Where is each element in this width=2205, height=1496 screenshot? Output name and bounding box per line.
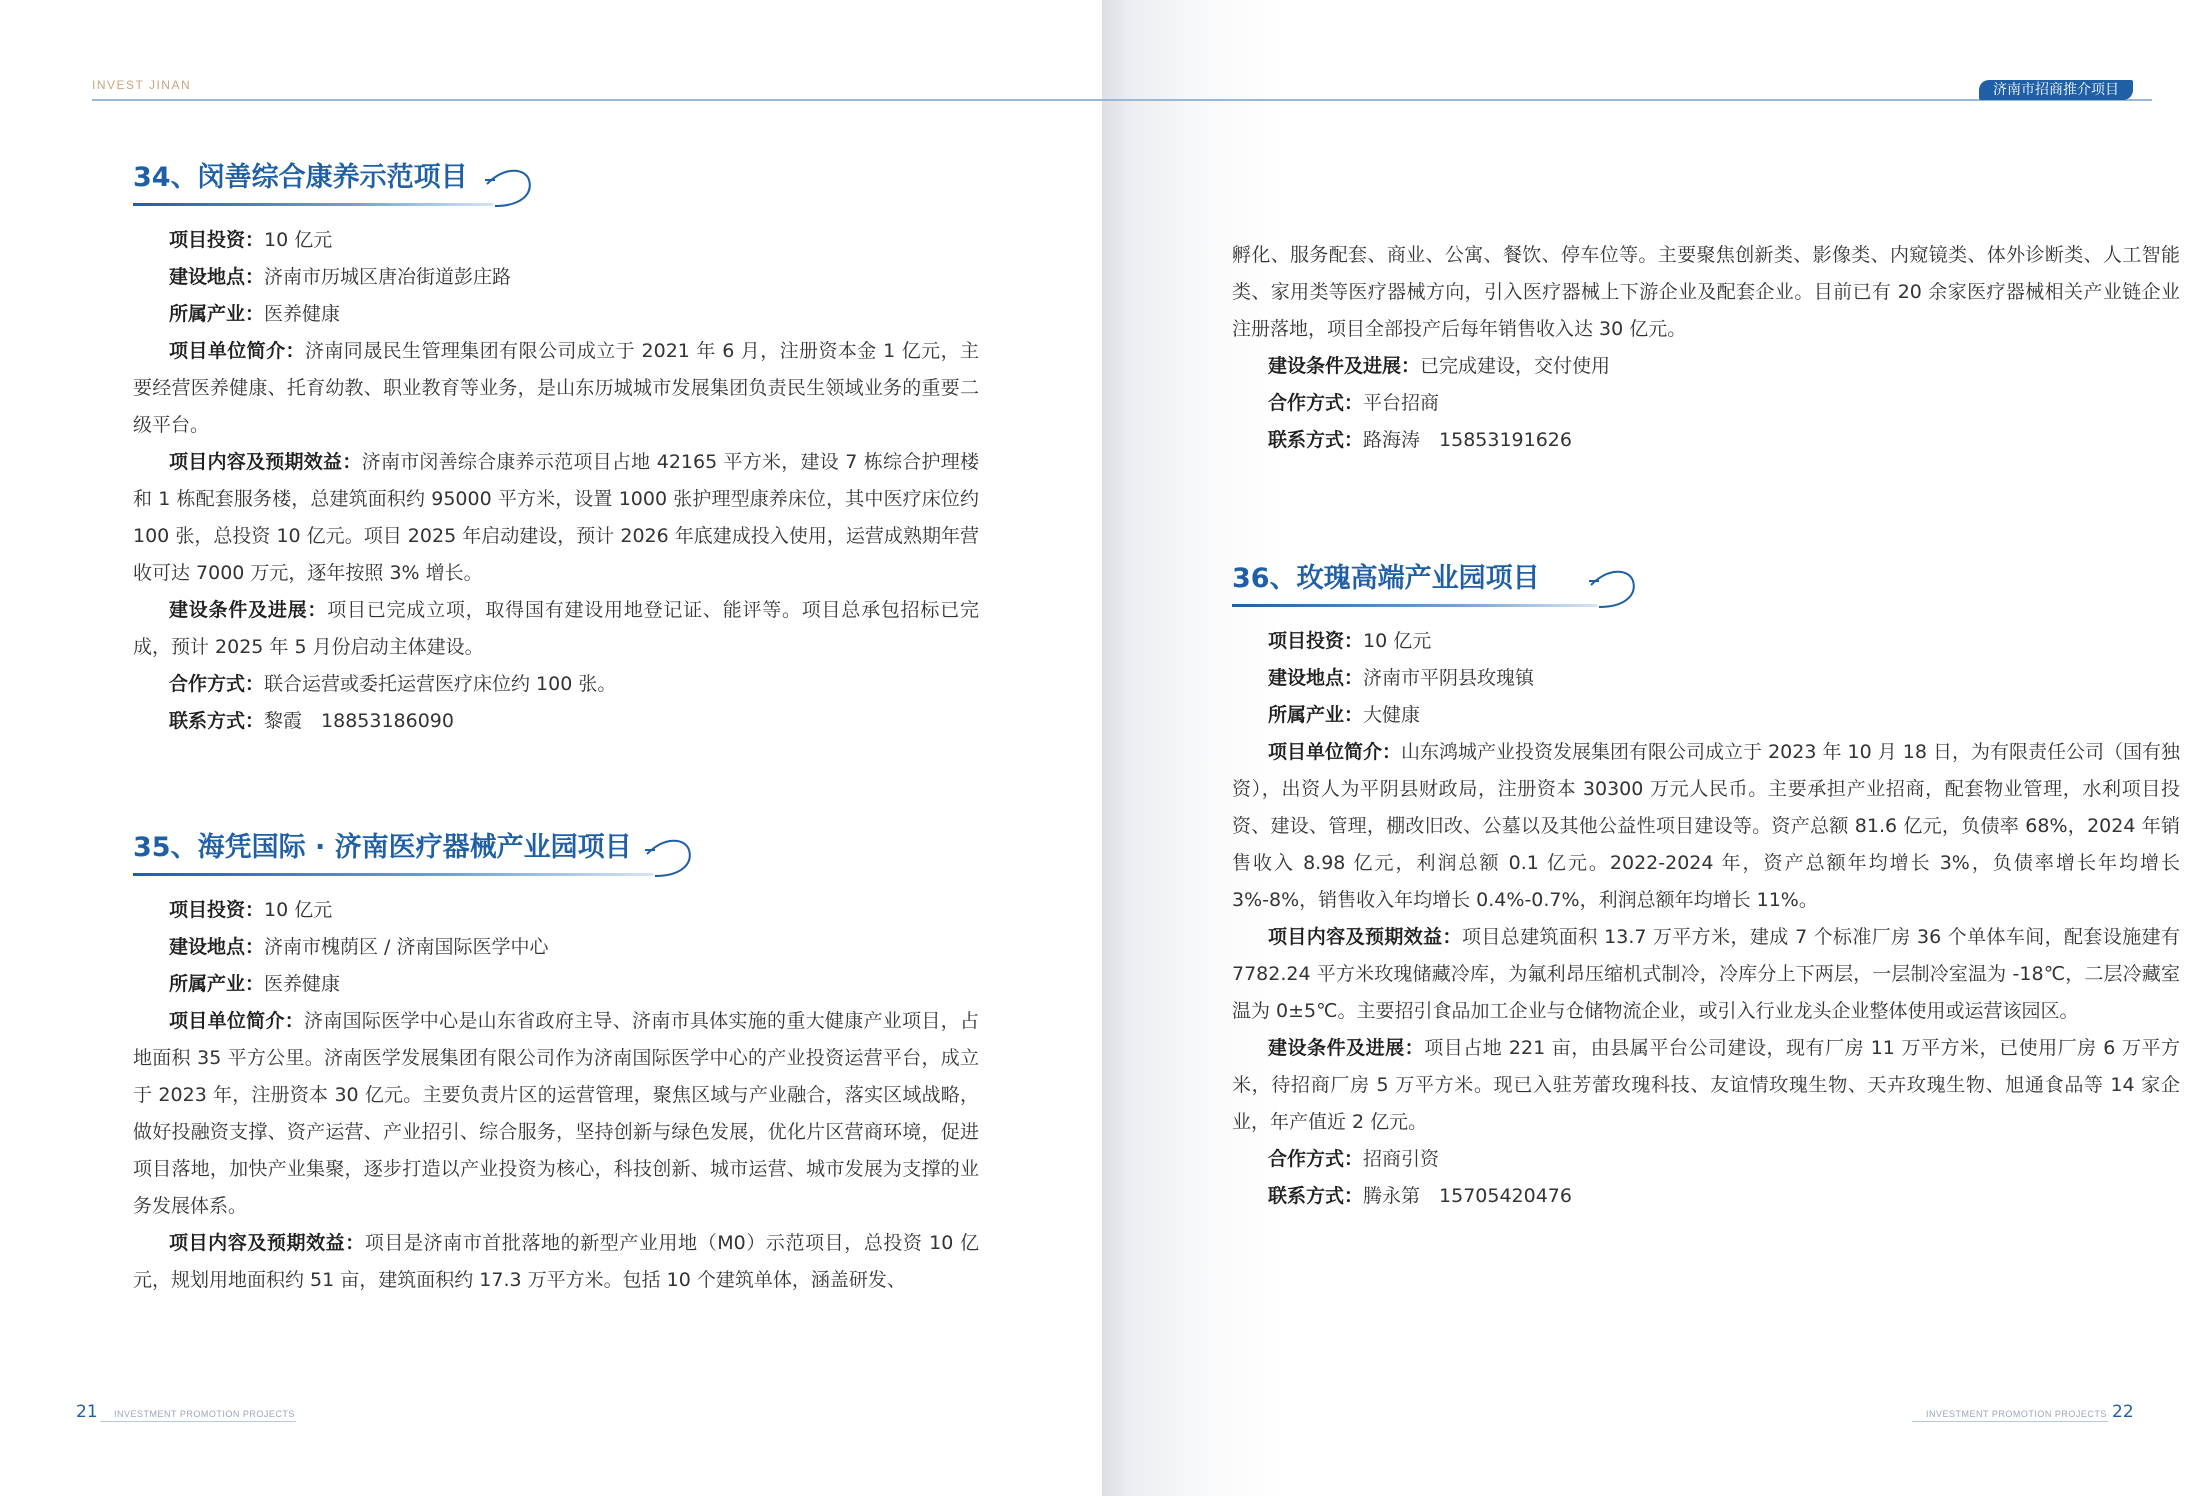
field-label: 项目内容及预期效益： xyxy=(1268,926,1462,948)
field-label: 项目内容及预期效益： xyxy=(169,451,362,473)
field-value: 医养健康 xyxy=(264,303,341,325)
field-contact xyxy=(1232,1178,2180,1215)
field-cooperation xyxy=(1232,385,2180,422)
field-value: 10 亿元 xyxy=(264,899,333,921)
content-continued: 孵化、服务配套、商业、公寓、餐饮、停车位等。主要聚焦创新类、影像类、内窥镜类、体外诊断类、人工智能类、家用类等医疗器械方向，引入医疗器械上下游企业及配套企业。目前已有 20 余家医疗器械相关产业链企业注册落地，项目全部投产后每年销售收入达 30 亿元。 xyxy=(1232,244,2180,340)
field-location xyxy=(133,259,979,296)
field-value: 平台招商 xyxy=(1363,392,1440,414)
project-fields xyxy=(133,892,979,1299)
left-page xyxy=(0,0,1102,1496)
field-conditions xyxy=(133,592,979,666)
field-label: 所属产业： xyxy=(1268,704,1364,726)
title-curve-ornament xyxy=(485,162,535,208)
field-value: 项目总建筑面积 13.7 万平方米，建成 7 个标准厂房 36 个单体车间，配套设施建有 7782.24 平方米玫瑰储藏冷库，为氟利昂压缩机式制冷，冷库分上下两层，一层制冷室温为 -18℃，二层冷藏室温为 0±5℃。主要招引食品加工企业与仓储物流企业，或引入行业龙头企业整体使用或运营该园区。 xyxy=(1232,926,2180,1022)
section-title-row xyxy=(133,160,979,204)
field-label: 项目投资： xyxy=(1268,630,1364,652)
field-label: 建设地点： xyxy=(169,936,265,958)
field-label: 合作方式： xyxy=(1268,1148,1364,1170)
field-label: 合作方式： xyxy=(1268,392,1364,414)
field-investment xyxy=(133,892,979,929)
title-curve-ornament xyxy=(1589,563,1639,609)
field-label: 项目单位简介： xyxy=(169,1010,305,1032)
field-value: 济南市平阴县玫瑰镇 xyxy=(1363,667,1535,689)
field-unit-intro xyxy=(133,1003,979,1225)
field-label: 项目单位简介： xyxy=(169,340,305,362)
field-label: 联系方式： xyxy=(1268,429,1364,451)
field-label: 项目投资： xyxy=(169,899,265,921)
title-underline xyxy=(133,873,653,876)
field-value: 10 亿元 xyxy=(1363,630,1432,652)
field-value: 腾永第 15705420476 xyxy=(1363,1185,1572,1207)
project-35-continued xyxy=(1232,237,2180,459)
footer-rule-left xyxy=(100,1421,296,1422)
field-label: 项目内容及预期效益： xyxy=(169,1232,365,1254)
project-fields xyxy=(1232,623,2180,1215)
field-label: 所属产业： xyxy=(169,973,265,995)
field-conditions xyxy=(1232,348,2180,385)
brand-label: INVEST JINAN xyxy=(92,78,192,92)
field-label: 建设条件及进展： xyxy=(1268,355,1421,377)
field-value: 联合运营或委托运营医疗床位约 100 张。 xyxy=(264,673,617,695)
field-investment xyxy=(1232,623,2180,660)
footer-caption-right: INVESTMENT PROMOTION PROJECTS xyxy=(1926,1409,2107,1419)
field-label: 所属产业： xyxy=(169,303,265,325)
field-label: 建设地点： xyxy=(169,266,265,288)
page-number-right: 22 xyxy=(2112,1402,2134,1422)
field-unit-intro xyxy=(1232,734,2180,919)
field-unit-intro xyxy=(133,333,979,444)
field-industry xyxy=(133,966,979,1003)
right-page xyxy=(1102,0,2205,1496)
field-investment xyxy=(133,222,979,259)
field-label: 建设条件及进展： xyxy=(1268,1037,1425,1059)
field-value: 已完成建设，交付使用 xyxy=(1420,355,1611,377)
header-badge: 济南市招商推介项目 xyxy=(1979,80,2133,100)
section-title: 36、玫瑰高端产业园项目 xyxy=(1232,563,1540,594)
field-cooperation xyxy=(1232,1141,2180,1178)
field-contact xyxy=(133,703,979,740)
page-number-left: 21 xyxy=(76,1402,98,1422)
field-value: 项目占地 221 亩，由县属平台公司建设，现有厂房 11 万平方米，已使用厂房 6 万平方米，待招商厂房 5 万平方米。现已入驻芳蕾玫瑰科技、友谊情玫瑰生物、天卉玫瑰生物、旭通食品等 14 家企业，年产值近 2 亿元。 xyxy=(1232,1037,2180,1133)
field-value: 10 亿元 xyxy=(264,229,333,251)
project-35 xyxy=(133,830,979,1299)
field-label: 项目投资： xyxy=(169,229,265,251)
field-label: 项目单位简介： xyxy=(1268,741,1402,763)
footer-caption-left: INVESTMENT PROMOTION PROJECTS xyxy=(114,1409,295,1419)
title-curve-ornament xyxy=(645,832,695,878)
field-content xyxy=(1232,919,2180,1030)
field-value: 济南市历城区唐冶街道彭庄路 xyxy=(264,266,512,288)
footer-rule-right xyxy=(1912,1421,2108,1422)
field-value: 济南国际医学中心是山东省政府主导、济南市具体实施的重大健康产业项目，占地面积 35 平方公里。济南医学发展集团有限公司作为济南国际医学中心的产业投资运营平台，成立于 2023 年，注册资本 30 亿元。主要负责片区的运营管理，聚焦区域与产业融合，落实区域战略，做好投融资支撑、资产运营、产业招引、综合服务，坚持创新与绿色发展，优化片区营商环境，促进项目落地，加快产业集聚，逐步打造以产业投资为核心，科技创新、城市运营、城市发展为支撑的业务发展体系。 xyxy=(133,1010,979,1217)
field-label: 联系方式： xyxy=(1268,1185,1364,1207)
field-location xyxy=(1232,660,2180,697)
header-rule xyxy=(92,99,1102,101)
field-location xyxy=(133,929,979,966)
section-title-row xyxy=(133,830,979,874)
field-value: 项目是济南市首批落地的新型产业用地（M0）示范项目，总投资 10 亿元，规划用地面积约 51 亩，建筑面积约 17.3 万平方米。包括 10 个建筑单体，涵盖研发、 xyxy=(133,1232,979,1291)
field-value: 黎霞 18853186090 xyxy=(264,710,454,732)
field-conditions xyxy=(1232,1030,2180,1141)
field-label: 建设条件及进展： xyxy=(169,599,328,621)
field-label: 合作方式： xyxy=(169,673,265,695)
section-title: 35、海凭国际 · 济南医疗器械产业园项目 xyxy=(133,832,632,863)
section-title: 34、闵善综合康养示范项目 xyxy=(133,162,468,193)
field-industry xyxy=(133,296,979,333)
title-underline xyxy=(1232,604,1597,607)
field-content xyxy=(133,1225,979,1299)
field-cooperation xyxy=(133,666,979,703)
field-value: 医养健康 xyxy=(264,973,341,995)
project-fields xyxy=(133,222,979,740)
field-value: 济南同晟民生管理集团有限公司成立于 2021 年 6 月，注册资本金 1 亿元，主要经营医养健康、托育幼教、职业教育等业务，是山东历城城市发展集团负责民生领域业务的重要二级平台。 xyxy=(133,340,979,436)
field-label: 建设地点： xyxy=(1268,667,1364,689)
field-value: 济南市闵善综合康养示范项目占地 42165 平方米，建设 7 栋综合护理楼和 1 栋配套服务楼，总建筑面积约 95000 平方米，设置 1000 张护理型康养床位，其中医疗床位约 100 张，总投资 10 亿元。项目 2025 年启动建设，预计 2026 年底建成投入使用，运营成熟期年营收可达 7000 万元，逐年按照 3% 增长。 xyxy=(133,451,979,584)
field-value: 济南市槐荫区 / 济南国际医学中心 xyxy=(264,936,549,958)
field-value: 招商引资 xyxy=(1363,1148,1440,1170)
field-value: 大健康 xyxy=(1363,704,1421,726)
project-34 xyxy=(133,160,979,740)
title-underline xyxy=(133,203,493,206)
field-value: 路海涛 15853191626 xyxy=(1363,429,1572,451)
field-value: 项目已完成立项，取得国有建设用地登记证、能评等。项目总承包招标已完成，预计 2025 年 5 月份启动主体建设。 xyxy=(133,599,979,658)
section-title-row xyxy=(1232,561,2180,605)
project-36 xyxy=(1232,561,2180,1215)
field-label: 联系方式： xyxy=(169,710,265,732)
field-industry xyxy=(1232,697,2180,734)
field-value: 山东鸿城产业投资发展集团有限公司成立于 2023 年 10 月 18 日，为有限责任公司（国有独资），出资人为平阴县财政局，注册资本 30300 万元人民币。主要承担产业招商，配套物业管理，水利项目投资、建设、管理，棚改旧改、公墓以及其他公益性项目建设等。资产总额 81.6 亿元，负债率 68%，2024 年销售收入 8.98 亿元，利润总额 0.1 亿元。2022-2024 年，资产总额年均增长 3%，负债率增长年均增长 3%-8%，销售收入年均增长 0.4%-0.7%，利润总额年均增长 11%。 xyxy=(1232,741,2180,911)
field-contact xyxy=(1232,422,2180,459)
field-content xyxy=(133,444,979,592)
